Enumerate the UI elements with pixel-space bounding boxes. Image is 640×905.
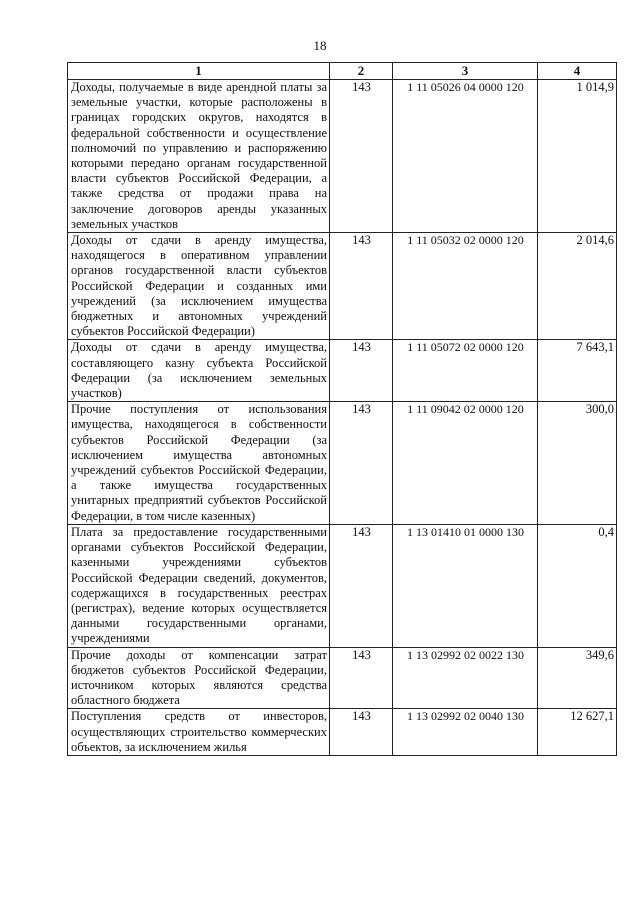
row-amount: 7 643,1 (538, 340, 617, 402)
row-amount: 1 014,9 (538, 80, 617, 233)
row-description: Доходы от сдачи в аренду имущества, находящегося в оперативном управлении органов государственной власти субъектов Российской Федерации и созданных ими учреждений (за исключением имущества бюджетных и автономных учреждений субъектов Российской Федерации) (68, 233, 330, 340)
row-amount: 2 014,6 (538, 233, 617, 340)
row-amount: 300,0 (538, 402, 617, 525)
row-admin-code: 143 (330, 402, 393, 525)
row-amount: 349,6 (538, 647, 617, 709)
row-description: Прочие доходы от компенсации затрат бюджетов субъектов Российской Федерации, источником которых являются средства областного бюджета (68, 647, 330, 709)
row-budget-code: 1 13 02992 02 0022 130 (393, 647, 538, 709)
table-row (68, 402, 617, 525)
column-header-amount: 4 (538, 63, 617, 80)
table-row (68, 647, 617, 709)
revenue-table (67, 62, 617, 756)
table-row (68, 709, 617, 756)
row-admin-code: 143 (330, 233, 393, 340)
table-row (68, 233, 617, 340)
table-header-row (68, 63, 617, 80)
row-budget-code: 1 11 05072 02 0000 120 (393, 340, 538, 402)
row-admin-code: 143 (330, 524, 393, 647)
row-amount: 0,4 (538, 524, 617, 647)
row-admin-code: 143 (330, 647, 393, 709)
row-description: Плата за предоставление государственными органами субъектов Российской Федерации, казенными учреждениями субъектов Российской Федерации сведений, документов, содержащихся в государственных реестрах (регистрах), ведение которых осуществляется данными государственными органами, учреждениями (68, 524, 330, 647)
table-row (68, 80, 617, 233)
row-admin-code: 143 (330, 340, 393, 402)
table-row (68, 524, 617, 647)
column-header-description: 1 (68, 63, 330, 80)
column-header-budget-code: 3 (393, 63, 538, 80)
row-description: Прочие поступления от использования имущества, находящегося в собственности субъектов Российской Федерации (за исключением имущества автономных учреждений субъектов Российской Федерации, а также имущества государственных унитарных предприятий субъектов Российской Федерации, в том числе казенных) (68, 402, 330, 525)
column-header-admin-code: 2 (330, 63, 393, 80)
row-budget-code: 1 11 05032 02 0000 120 (393, 233, 538, 340)
row-admin-code: 143 (330, 80, 393, 233)
row-description: Доходы, получаемые в виде арендной платы за земельные участки, которые расположены в границах городских округов, находятся в федеральной собственности и осуществление полномочий по управлению и распоряжению которыми передано органам государственной власти субъектов Российской Федерации, а также средства от продажи права на заключение договоров аренды указанных земельных участков (68, 80, 330, 233)
row-budget-code: 1 11 05026 04 0000 120 (393, 80, 538, 233)
row-description: Поступления средств от инвесторов, осуществляющих строительство коммерческих объектов, за исключением жилья (68, 709, 330, 756)
table-row (68, 340, 617, 402)
row-budget-code: 1 13 02992 02 0040 130 (393, 709, 538, 756)
row-budget-code: 1 11 09042 02 0000 120 (393, 402, 538, 525)
row-admin-code: 143 (330, 709, 393, 756)
page-number: 18 (313, 38, 327, 53)
row-description: Доходы от сдачи в аренду имущества, составляющего казну субъекта Российской Федерации (за исключением земельных участков) (68, 340, 330, 402)
row-amount: 12 627,1 (538, 709, 617, 756)
row-budget-code: 1 13 01410 01 0000 130 (393, 524, 538, 647)
